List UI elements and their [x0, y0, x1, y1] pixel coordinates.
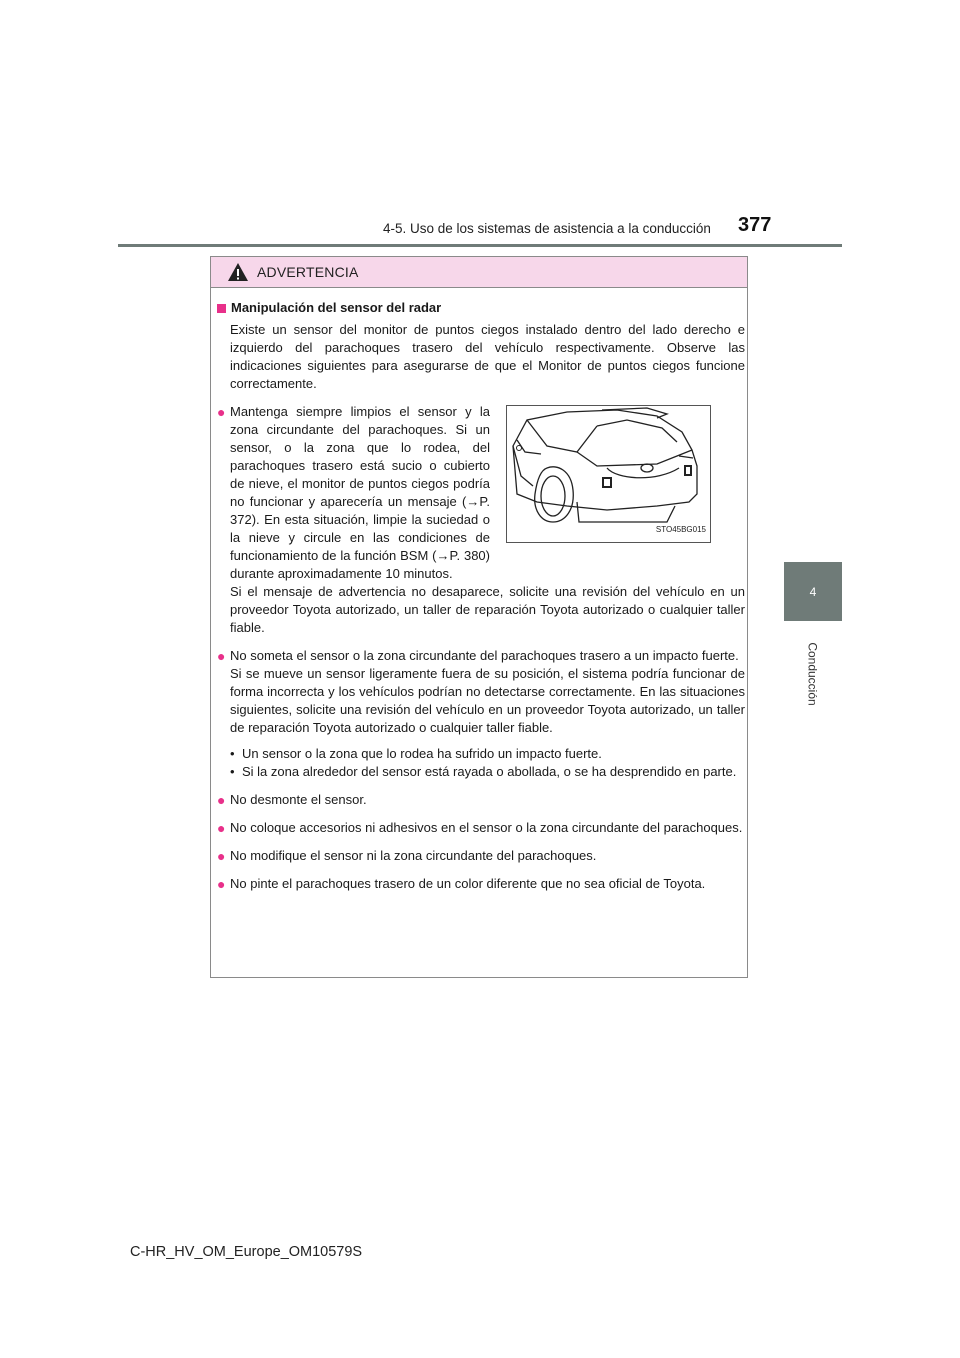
page-number: 377: [738, 214, 772, 236]
circle-bullet-icon: ●: [217, 792, 226, 808]
circle-bullet-icon: ●: [217, 404, 226, 420]
header-divider: [118, 244, 842, 247]
sub-bullet-item: [230, 763, 745, 781]
warning-box: [210, 256, 748, 978]
bullet-paragraph: Si se mueve un sensor ligeramente fuera de su posición, el sistema podría funcionar de forma incorrecta y los vehículos podrían no detectarse correctamente. En las situaciones siguientes, solicite una revisión del vehículo en un proveedor Toyota autorizado, un taller de reparación Toyota autorizado o cualquier taller fiable.: [230, 666, 745, 735]
sub-bullet-text: Si la zona alrededor del sensor está rayada o abollada, o se ha desprendido en parte.: [242, 764, 737, 779]
bullet-item: [217, 875, 745, 893]
bullet-continuation: Si el mensaje de advertencia no desaparece, solicite una revisión del vehículo en un proveedor Toyota autorizado, un taller de reparación Toyota autorizado o cualquier taller fiable.: [230, 584, 745, 635]
dot-bullet-icon: •: [230, 746, 235, 761]
section-title: 4-5. Uso de los sistemas de asistencia a la conducción: [383, 221, 711, 236]
bullet-item: [217, 819, 745, 837]
intro-paragraph: Existe un sensor del monitor de puntos ciegos instalado dentro del lado derecho e izquierdo del parachoques trasero del vehículo respectivamente. Observe las indicaciones siguientes para asegurarse de que el Monitor de puntos ciegos funcione correctamente.: [230, 322, 745, 391]
dot-bullet-icon: •: [230, 764, 235, 779]
sub-bullet-text: Un sensor o la zona que lo rodea ha sufrido un impacto fuerte.: [242, 746, 602, 761]
circle-bullet-icon: ●: [217, 820, 226, 836]
sub-bullet-list: [230, 745, 745, 781]
bullet-item: [217, 847, 745, 865]
circle-bullet-icon: ●: [217, 876, 226, 892]
document-code: C-HR_HV_OM_Europe_OM10579S: [130, 1244, 363, 1260]
chapter-tab-number: 4: [784, 562, 842, 621]
bullet-text: No pinte el parachoques trasero de un color diferente que no sea oficial de Toyota.: [230, 876, 706, 891]
warning-title: ADVERTENCIA: [257, 264, 359, 280]
warning-triangle-icon: [227, 262, 249, 282]
circle-bullet-icon: ●: [217, 648, 226, 664]
sub-bullet-item: [230, 745, 745, 763]
section-heading: [217, 299, 745, 317]
bullet-text: No coloque accesorios ni adhesivos en el sensor o la zona circundante del parachoques.: [230, 820, 743, 835]
warning-header: [211, 257, 747, 288]
image-code: STO45BG015: [655, 525, 706, 534]
chapter-label-text: Conducción: [806, 641, 820, 706]
bullet-item: [217, 403, 745, 583]
bullet-text: No desmonte el sensor.: [230, 792, 367, 807]
car-rear-illustration: [506, 405, 711, 543]
square-bullet-icon: [217, 304, 226, 313]
bullet-text: No someta el sensor o la zona circundante del parachoques trasero a un impacto fuerte.: [230, 648, 739, 663]
bullet-text: No modifique el sensor ni la zona circundante del parachoques.: [230, 848, 597, 863]
bullet-text: Mantenga siempre limpios el sensor y la zona circundante del parachoques. Si un sensor, o la zona que lo rodea, del parachoques trasero está sucio o cubierto de nieve, el monitor de puntos ciegos podría no funcionar y aparecería un mensaje (→P. 372). En esta situación, limpie la suciedad o la nieve y circule en las condiciones de funcionamiento de la función BSM (→P. 380) durante aproximadamente 10 minutos.: [230, 404, 490, 581]
chapter-tab-label: [784, 621, 842, 726]
section-heading-text: Manipulación del sensor del radar: [231, 300, 442, 315]
bullet-item: [217, 647, 745, 737]
bullet-item: [217, 791, 745, 809]
circle-bullet-icon: ●: [217, 848, 226, 864]
warning-content: [217, 299, 745, 893]
